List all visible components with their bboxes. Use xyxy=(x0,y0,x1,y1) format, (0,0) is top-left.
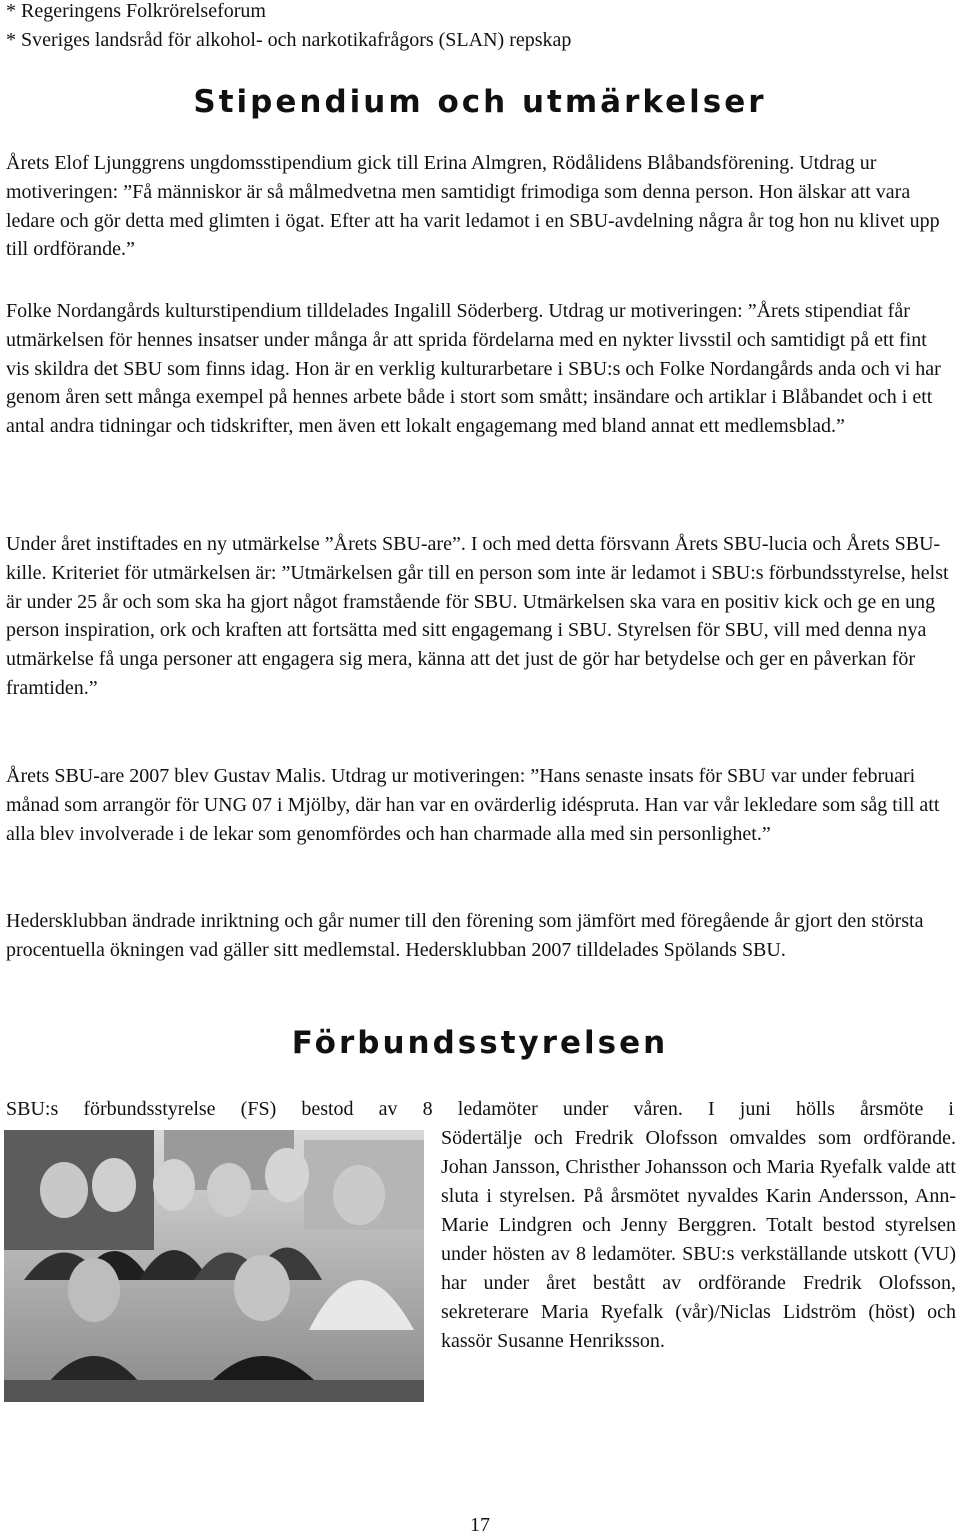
paragraph-elof-ljunggren: Årets Elof Ljunggrens ungdomsstipendium gick till Erina Almgren, Rödålidens Blåbandsförening. Utdrag ur motiveringen: ”Få människor är så målmedvetna men samtidigt frimodiga som denna person. Hon älskar att vara ledare och gör detta med glimten i ögat. Efter att ha varit ledamot i en SBU-avdelning några år tog hon nu klivet upp till ordförande.” xyxy=(6,152,940,261)
paragraph-hedersklubban: Hedersklubban ändrade inriktning och går numer till den förening som jämfört med föregående år gjort den största procentuella ökningen vad gäller sitt medlemstal. Hedersklubban 2007 tilldelades Spölands SBU. xyxy=(6,910,924,961)
paragraph-gustav-malis: Årets SBU-are 2007 blev Gustav Malis. Utdrag ur motiveringen: ”Hans senaste insats för SBU var under februari månad som arrangör för UNG 07 i Mjölby, där han var en ovärderlig idéspruta. Han var vår lekledare som såg till att alla blev involverade i de lekar som genomfördes och han charmade alla med sin personlighet.” xyxy=(6,765,940,845)
paragraph-forbundsstyrelsen-column: Södertälje och Fredrik Olofsson omvaldes som ordförande. Johan Jansson, Christher Johansson och Maria Ryefalk valde att sluta i styrelsen. På årsmötet nyvaldes Karin Andersson, Ann-Marie Lindgren och Jenny Berggren. Totalt bestod styrelsen under hösten av 8 ledamöter. SBU:s verkställande utskott (VU) har under året bestått av ordförande Fredrik Olofsson, sekreterare Maria Ryefalk (vår)/Niclas Lidström (höst) och kassör Susanne Henriksson. xyxy=(441,1127,956,1352)
section-heading-forbundsstyrelsen: Förbundsstyrelsen xyxy=(291,1025,669,1061)
group-photo xyxy=(4,1130,424,1402)
section-heading-stipendium: Stipendium och utmärkelser xyxy=(193,84,767,120)
paragraph-forbundsstyrelsen-first-line: SBU:s förbundsstyrelse (FS) bestod av 8 ledamöter under våren. I juni hölls årsmöte i xyxy=(6,1098,954,1120)
header-line-2: * Sveriges landsråd för alkohol- och narkotikafrågors (SLAN) repskap xyxy=(6,29,572,51)
paragraph-arets-sbu-are-award: Under året instiftades en ny utmärkelse ”Årets SBU-are”. I och med detta försvann Årets SBU-lucia och Årets SBU-kille. Kriteriet för utmärkelsen är: ”Utmärkelsen går till en person som inte är ledamot i SBU:s förbundsstyrelse, helst är under 25 år och som ska ha gjort något framstående för SBU. Utmärkelsen ska vara en positiv kick och ge en ung person inspiration, ork och kraften att fortsätta med sitt engagemang i SBU. Styrelsen för SBU, vill med denna nya utmärkelse få unga personer att engagera sig mera, känna att det just de gör har betydelse och ger en påverkan för framtiden.” xyxy=(6,533,949,699)
group-photo-illustration xyxy=(4,1130,424,1402)
page-number: 17 xyxy=(470,1514,490,1536)
paragraph-folke-nordangard: Folke Nordangårds kulturstipendium tilldelades Ingalill Söderberg. Utdrag ur motiveringen: ”Årets stipendiat får utmärkelsen för hennes insatser under många år att sprida fördelarna med en nykter livsstil och samtidigt på ett fint vis skildra det SBU som finns idag. Hon är en verklig kulturarbetare i SBU:s och Folke Nordangårds anda och vi har genom åren sett många exempel på hennes arbete både i stort som smått; insändare och artiklar i Blåbandet och i ett antal andra tidningar och tidskrifter, men även ett lokalt engagemang med bland annat ett medlemsblad.” xyxy=(6,300,941,438)
header-line-1: * Regeringens Folkrörelseforum xyxy=(6,0,266,22)
